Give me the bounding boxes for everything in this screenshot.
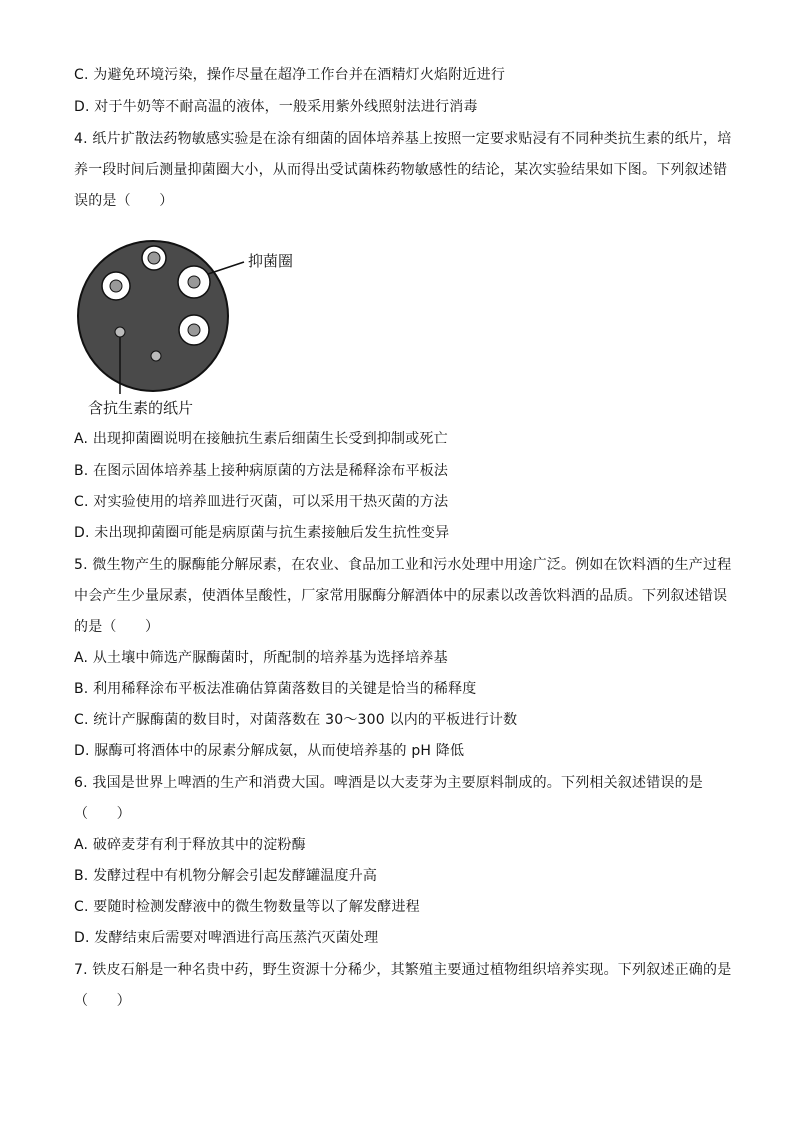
antibiotic-disc xyxy=(188,324,200,336)
option-4b: B. 在图示固体培养基上接种病原菌的方法是稀释涂布平板法 xyxy=(74,463,449,479)
question-5-line-2: 中会产生少量尿素，使酒体呈酸性，厂家常用脲酶分解酒体中的尿素以改善饮料酒的品质。下列叙述错误 xyxy=(74,588,728,604)
option-3d: D. 对于牛奶等不耐高温的液体，一般采用紫外线照射法进行消毒 xyxy=(74,99,478,115)
option-5a: A. 从土壤中筛选产脲酶菌时，所配制的培养基为选择培养基 xyxy=(74,650,448,666)
antibiotic-disc xyxy=(151,351,161,361)
petri-dish-figure xyxy=(74,236,334,416)
question-6-line-2: （ ） xyxy=(74,806,131,822)
option-6a: A. 破碎麦芽有利于释放其中的淀粉酶 xyxy=(74,837,306,853)
question-5-line-3: 的是（ ） xyxy=(74,619,160,635)
antibiotic-disc xyxy=(110,280,122,292)
antibiotic-disc xyxy=(188,276,200,288)
antibiotic-disc-label: 含抗生素的纸片 xyxy=(88,399,194,417)
question-4-line-1: 4. 纸片扩散法药物敏感实验是在涂有细菌的固体培养基上按照一定要求贴浸有不同种类抗生素的纸片，培 xyxy=(74,131,732,147)
question-5-line-1: 5. 微生物产生的脲酶能分解尿素，在农业、食品加工业和污水处理中用途广泛。例如在饮料酒的生产过程 xyxy=(74,557,732,573)
inhibition-zone-label: 抑菌圈 xyxy=(248,252,294,270)
question-6-line-1: 6. 我国是世界上啤酒的生产和消费大国。啤酒是以大麦芽为主要原料制成的。下列相关叙述错误的是 xyxy=(74,775,704,791)
option-3c: C. 为避免环境污染，操作尽量在超净工作台并在酒精灯火焰附近进行 xyxy=(74,67,506,83)
option-6d: D. 发酵结束后需要对啤酒进行高压蒸汽灭菌处理 xyxy=(74,930,379,946)
question-4-line-2: 养一段时间后测量抑菌圈大小，从而得出受试菌株药物敏感性的结论，某次实验结果如下图。下列叙述错 xyxy=(74,162,728,178)
question-7-line-1: 7. 铁皮石斛是一种名贵中药，野生资源十分稀少，其繁殖主要通过植物组织培养实现。下列叙述正确的是 xyxy=(74,962,732,978)
zone-leader-line xyxy=(208,262,244,274)
option-5c: C. 统计产脲酶菌的数目时，对菌落数在 30～300 以内的平板进行计数 xyxy=(74,712,518,728)
option-4c: C. 对实验使用的培养皿进行灭菌，可以采用干热灭菌的方法 xyxy=(74,494,449,510)
petri-dish-diagram xyxy=(74,236,334,416)
option-6c: C. 要随时检测发酵液中的微生物数量等以了解发酵进程 xyxy=(74,899,420,915)
option-5b: B. 利用稀释涂布平板法准确估算菌落数目的关键是恰当的稀释度 xyxy=(74,681,477,697)
antibiotic-disc xyxy=(148,252,160,264)
antibiotic-disc xyxy=(115,327,125,337)
question-4-line-3: 误的是（ ） xyxy=(74,193,174,209)
option-4d: D. 未出现抑菌圈可能是病原菌与抗生素接触后发生抗性变异 xyxy=(74,525,450,541)
option-5d: D. 脲酶可将酒体中的尿素分解成氨，从而使培养基的 pH 降低 xyxy=(74,743,465,759)
question-7-line-2: （ ） xyxy=(74,993,131,1009)
option-6b: B. 发酵过程中有机物分解会引起发酵罐温度升高 xyxy=(74,868,378,884)
option-4a: A. 出现抑菌圈说明在接触抗生素后细菌生长受到抑制或死亡 xyxy=(74,431,448,447)
